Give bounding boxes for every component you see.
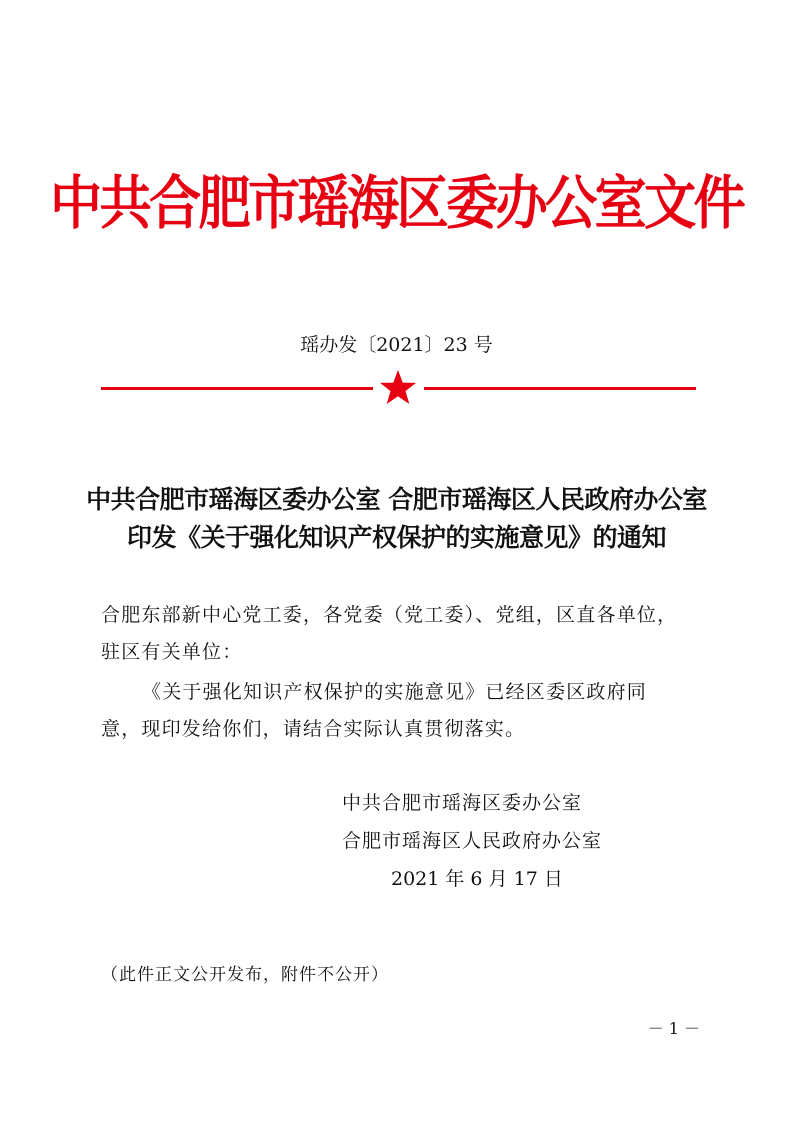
star-icon (378, 368, 418, 408)
document-number: 瑶办发〔2021〕23 号 (300, 334, 493, 356)
signature-org-2: 合肥市瑶海区人民政府办公室 (342, 830, 603, 852)
document-header-title: 中共合肥市瑶海区委办公室文件 (49, 169, 743, 237)
body-paragraph-line-2: 意，现印发给你们，请结合实际认真贯彻落实。 (101, 718, 526, 740)
header-divider-right (424, 387, 696, 390)
body-paragraph-line-1: 《关于强化知识产权保护的实施意见》已经区委区政府同 (142, 681, 648, 703)
signature-org-1: 中共合肥市瑶海区委办公室 (342, 792, 583, 814)
addressee-line-1: 合肥东部新中心党工委，各党委（党工委）、党组，区直各单位， (101, 604, 678, 626)
signature-date: 2021 年 6 月 17 日 (391, 868, 563, 890)
notice-title-line-1: 中共合肥市瑶海区委办公室 合肥市瑶海区人民政府办公室 (86, 485, 707, 514)
page-number: － 1 － (647, 1019, 700, 1038)
header-divider-left (101, 387, 373, 390)
notice-title-line-2: 印发《关于强化知识产权保护的实施意见》的通知 (126, 523, 666, 552)
disclosure-note: （此件正文公开发布，附件不公开） (101, 965, 389, 985)
addressee-line-2: 驻区有关单位： (101, 641, 243, 663)
